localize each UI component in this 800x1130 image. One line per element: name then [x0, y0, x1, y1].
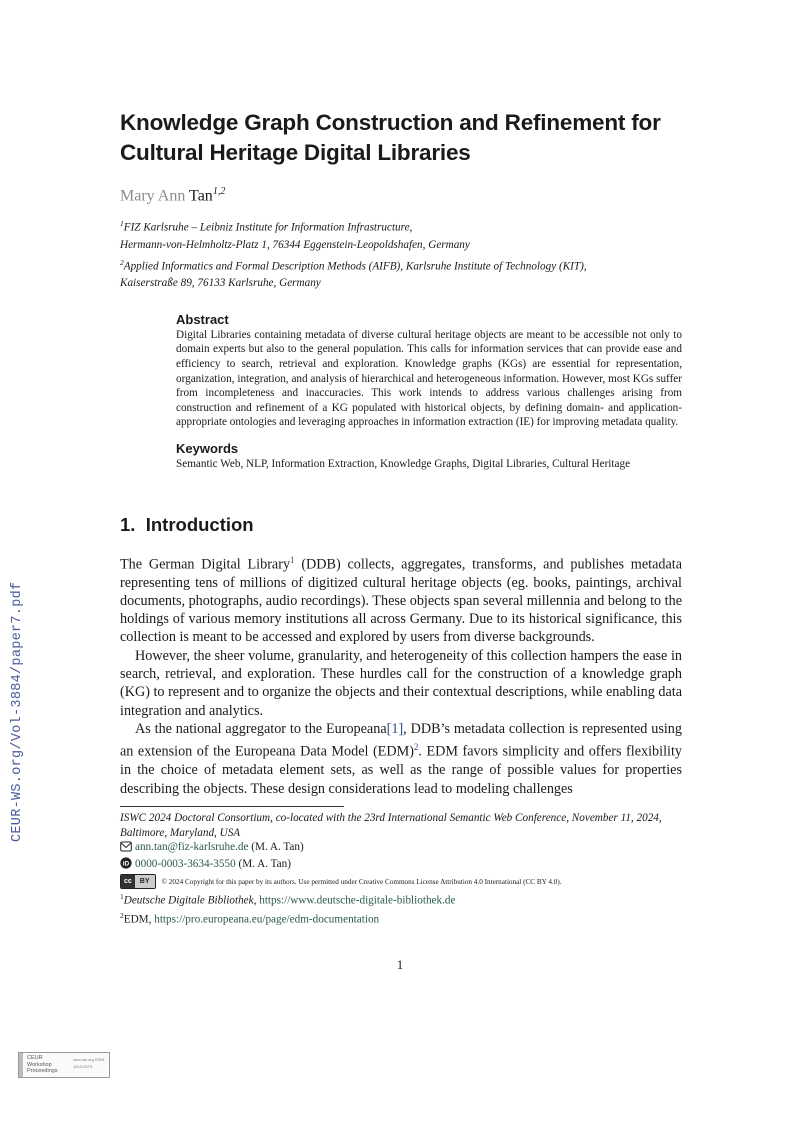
- footnote-2: $^2$EDM, https://pro.europeana.eu/page/edm-documentation: [120, 910, 380, 926]
- body-text: [120, 551, 682, 798]
- author-family-name: Tan: [189, 187, 213, 205]
- abstract-heading: Abstract: [176, 311, 229, 327]
- paper-title: [120, 108, 682, 168]
- svg-text:iD: iD: [122, 860, 130, 868]
- footnote-1: $^1$Deutsche Digitale Bibliothek, https://www.deutsche-digitale-bibliothek.de: [120, 892, 456, 908]
- affiliation-2-line-1: $^2$Applied Informatics and Formal Description Methods (AIFB), Karlsruhe Institute of Technology (KIT),: [120, 258, 587, 273]
- logo-issn: ceur-ws.org ISSN 1613-0073: [73, 1057, 105, 1069]
- abstract: [176, 312, 682, 430]
- affiliations: [120, 216, 682, 291]
- footnote-2-link[interactable]: https://pro.europeana.eu/page/edm-documentation: [154, 913, 380, 926]
- paragraph-3: As the national aggregator to the Europeana[1], DDB’s metadata collection is represented using an extension of the Europeana Data Model (EDM)$^2$. EDM favors simplicity and offers flexibility in the choice of metadata element sets, as well as the range of possible values for properties describing the objects. These design considerations lead to modeling challenges: [120, 720, 683, 797]
- email-link[interactable]: ann.tan@fiz-karlsruhe.de: [135, 841, 249, 854]
- sidebar-url[interactable]: CEUR-WS.org/Vol-3884/paper7.pdf: [10, 581, 25, 842]
- section-number: 1.: [120, 513, 136, 535]
- affiliation-1-line-1: $^1$FIZ Karlsruhe – Leibniz Institute for Information Infrastructure,: [120, 219, 413, 235]
- orcid-icon: [120, 857, 132, 874]
- ceur-logo: [18, 1052, 110, 1078]
- affiliation-1-line-2: Hermann-von-Helmholtz-Platz 1, 76344 Eggenstein-Leopoldshafen, Germany: [120, 238, 470, 251]
- keywords-heading: Keywords: [176, 440, 239, 456]
- footnotes: [120, 806, 682, 927]
- logo-text: CEUR Workshop Proceedings: [27, 1055, 58, 1074]
- author-line: [120, 182, 682, 206]
- orcid-link[interactable]: 0000-0003-3634-3550: [135, 857, 236, 870]
- keywords: [176, 441, 682, 472]
- footnote-ref-1[interactable]: 1: [290, 554, 295, 565]
- footnote-1-link[interactable]: https://www.deutsche-digitale-bibliothek.de: [259, 895, 456, 908]
- logo-bar: [19, 1053, 23, 1077]
- abstract-text: Digital Libraries containing metadata of diverse cultural heritage objects are meant to be accessible not only to domain experts but also to the general population. This calls for information services that can provide ease and efficiency to search, retrieval and exploration. Knowledge graphs (KGs) are essential for representation, organization, integration, and analysis of hierarchical and heterogeneous information. However, most KGs suffer from incompleteness and inaccuracies. This work intends to address various challenges arising from construction and refinement of a KG populated with historical objects, by defining domain- and application-appropriate ontologies and leveraging approaches in information extraction (IE) for improving metadata quality.: [176, 328, 682, 429]
- paper-page: [120, 108, 682, 798]
- author-given-name: Mary Ann: [120, 187, 186, 205]
- keywords-text: Semantic Web, NLP, Information Extraction, Knowledge Graphs, Digital Libraries, Cultural Heritage: [176, 457, 631, 470]
- title-line-2: Cultural Heritage Digital Libraries: [120, 140, 471, 165]
- citation-link[interactable]: [1]: [386, 720, 404, 737]
- footnote-rule: [120, 806, 344, 807]
- email-line: ann.tan@fiz-karlsruhe.de (M. A. Tan): [120, 840, 682, 857]
- section-heading: [120, 514, 682, 536]
- affiliation-2-line-2: Kaiserstraße 89, 76133 Karlsruhe, Germany: [120, 277, 321, 290]
- page-number: 1: [396, 957, 404, 972]
- envelope-icon: [120, 841, 132, 857]
- author-affil-marks: 1,2: [212, 186, 226, 197]
- copyright-line: [120, 874, 682, 889]
- paragraph-1: The German Digital Library$^1$ (DDB) collects, aggregates, transforms, and publishes metadata representing tens of millions of digitized cultural heritage objects (eg. books, paintings, archival documents, photographs, audio recordings). These objects span several millennia and belong to the holdings of various memory institutions all across Germany. Due to its historical significance, this collection is meant to be accessed and explored by users from diverse backgrounds.: [120, 554, 682, 646]
- orcid-line: iD 0000-0003-3634-3550 (M. A. Tan): [120, 857, 682, 874]
- section-title: Introduction: [145, 513, 254, 535]
- cc-by-badge: cc BY: [120, 874, 156, 889]
- paragraph-2: However, the sheer volume, granularity, and heterogeneity of this collection hampers the ease in search, retrieval, and exploration. These hurdles call for the construction of a knowledge graph (KG) to represent and to organize the objects and their contextual descriptions, while enabling data integration and analytics.: [120, 647, 682, 719]
- conference-note: ISWC 2024 Doctoral Consortium, co-located with the 23rd International Semantic Web Conference, November 11, 2024, Baltimore, Maryland, USA: [120, 812, 662, 839]
- footnote-ref-2[interactable]: 2: [413, 742, 419, 753]
- title-line-1: Knowledge Graph Construction and Refinement for: [120, 110, 661, 135]
- copyright-text: © 2024 Copyright for this paper by its authors. Use permitted under Creative Commons License Attribution 4.0 International (CC BY 4.0).: [161, 877, 562, 886]
